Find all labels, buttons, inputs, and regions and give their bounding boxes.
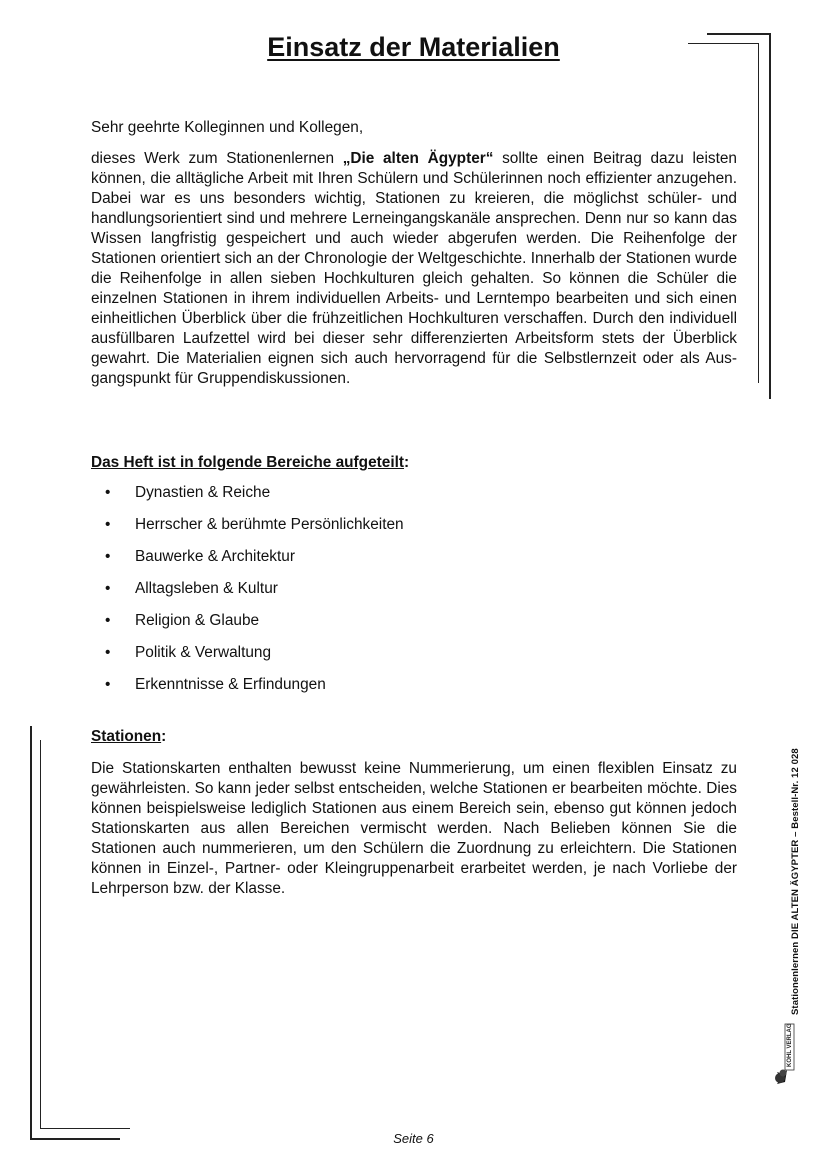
intro-paragraph (91, 149, 737, 389)
stations-heading (91, 728, 166, 746)
list-item-label: Bauwerke & Architektur (135, 548, 295, 565)
publisher-logo (773, 1020, 795, 1090)
list-item-label: Religion & Glaube (135, 612, 260, 629)
stations-heading-colon: : (161, 728, 167, 745)
list-item-label: Herrscher & berühmte Persönlichkeiten (135, 516, 404, 533)
logo-text: KOHL VERLAG (787, 1023, 793, 1067)
list-item (105, 612, 404, 644)
sections-heading (91, 454, 409, 472)
side-order-label: Stationenlernen DIE ALTEN ÄGYPTER – Bestell-Nr. 12 028 (790, 748, 801, 1015)
greeting: Sehr geehrte Kolleginnen und Kollegen, (91, 119, 364, 136)
list-item-label: Erkenntnisse & Erfindungen (135, 676, 326, 693)
bullet: • (105, 612, 111, 629)
sections-list (105, 484, 404, 708)
intro-before: dieses Werk zum Stationenlernen (91, 150, 343, 167)
bullet: • (105, 516, 111, 533)
list-item (105, 676, 404, 708)
list-item-label: Alltagsleben & Kultur (135, 580, 278, 597)
sections-heading-text: Das Heft ist in folgende Bereiche aufgeteilt (91, 454, 405, 471)
list-item (105, 580, 404, 612)
list-item-label: Politik & Verwaltung (135, 644, 272, 661)
list-item (105, 644, 404, 676)
sections-heading-colon: : (404, 454, 410, 471)
page-title: Einsatz der Materialien (267, 32, 560, 62)
bullet: • (105, 580, 111, 597)
list-item (105, 484, 404, 516)
intro-after: sollte einen Beitrag dazu leisten können, die alltägliche Arbeit mit Ihren Schülern und Schülerinnen noch effizienter anzugehen. Dabei war es uns besonders wichtig, Stationen zu kreieren, die möglichst schüler- und handlungsorientiert sind und mehrere Lerneingangskanäle ansprechen. Denn nur so kann das Wissen langfristig gespeichert und auch wieder abgerufen werden. Die Reihenfolge der Stationen orientiert sich an der Chronologie der Weltgeschichte. Innerhalb der Stationen wurde die Reihenfolge in allen sieben Hochkulturen gleich gehalten. So können die Schüler die einzelnen Stationen in ihrem individuellen Arbeits- und Lerntempo bearbeiten und sich einen einheitlichen Überblick über die frühzeitlichen Hochkulturen verschaffen. Durch den individuell ausfüllbaren Laufzettel wird bei dieser sehr differenzierten Arbeitsform stets der Überblick gewahrt. Die Materialien eignen sich auch hervorragend für die Selbstlernzeit oder als Ausgangspunkt für Gruppendiskussionen. (91, 150, 737, 387)
page-number: Seite 6 (393, 1131, 434, 1146)
tree-logo-icon (773, 1020, 795, 1090)
list-item (105, 516, 404, 548)
list-item-label: Dynastien & Reiche (135, 484, 271, 501)
stations-paragraph: Die Stationskarten enthalten bewusst keine Nummerierung, um einen flexiblen Einsatz zu gewährleisten. So kann jeder selbst entscheiden, welche Stationen er bearbeiten möchte. Dies können beispielsweise lediglich Stationen aus einem Bereich sein, ebenso gut können jedoch Stationskarten aus allen Bereichen vermischt werden. Nach Belieben können Sie die Stationen auch nummerieren, um den Schülern die Zuordnung zu erleichtern. Die Stationen können in Einzel-, Partner- oder Kleingruppenarbeit erarbeitet werden, je nach Vorliebe der Lehrperson bzw. der Klasse. (91, 760, 737, 897)
bullet: • (105, 548, 111, 565)
bullet: • (105, 676, 111, 693)
bullet: • (105, 644, 111, 661)
book-title: „Die alten Ägypter“ (342, 150, 494, 167)
stations-heading-text: Stationen (91, 728, 162, 745)
bullet: • (105, 484, 111, 501)
list-item (105, 548, 404, 580)
